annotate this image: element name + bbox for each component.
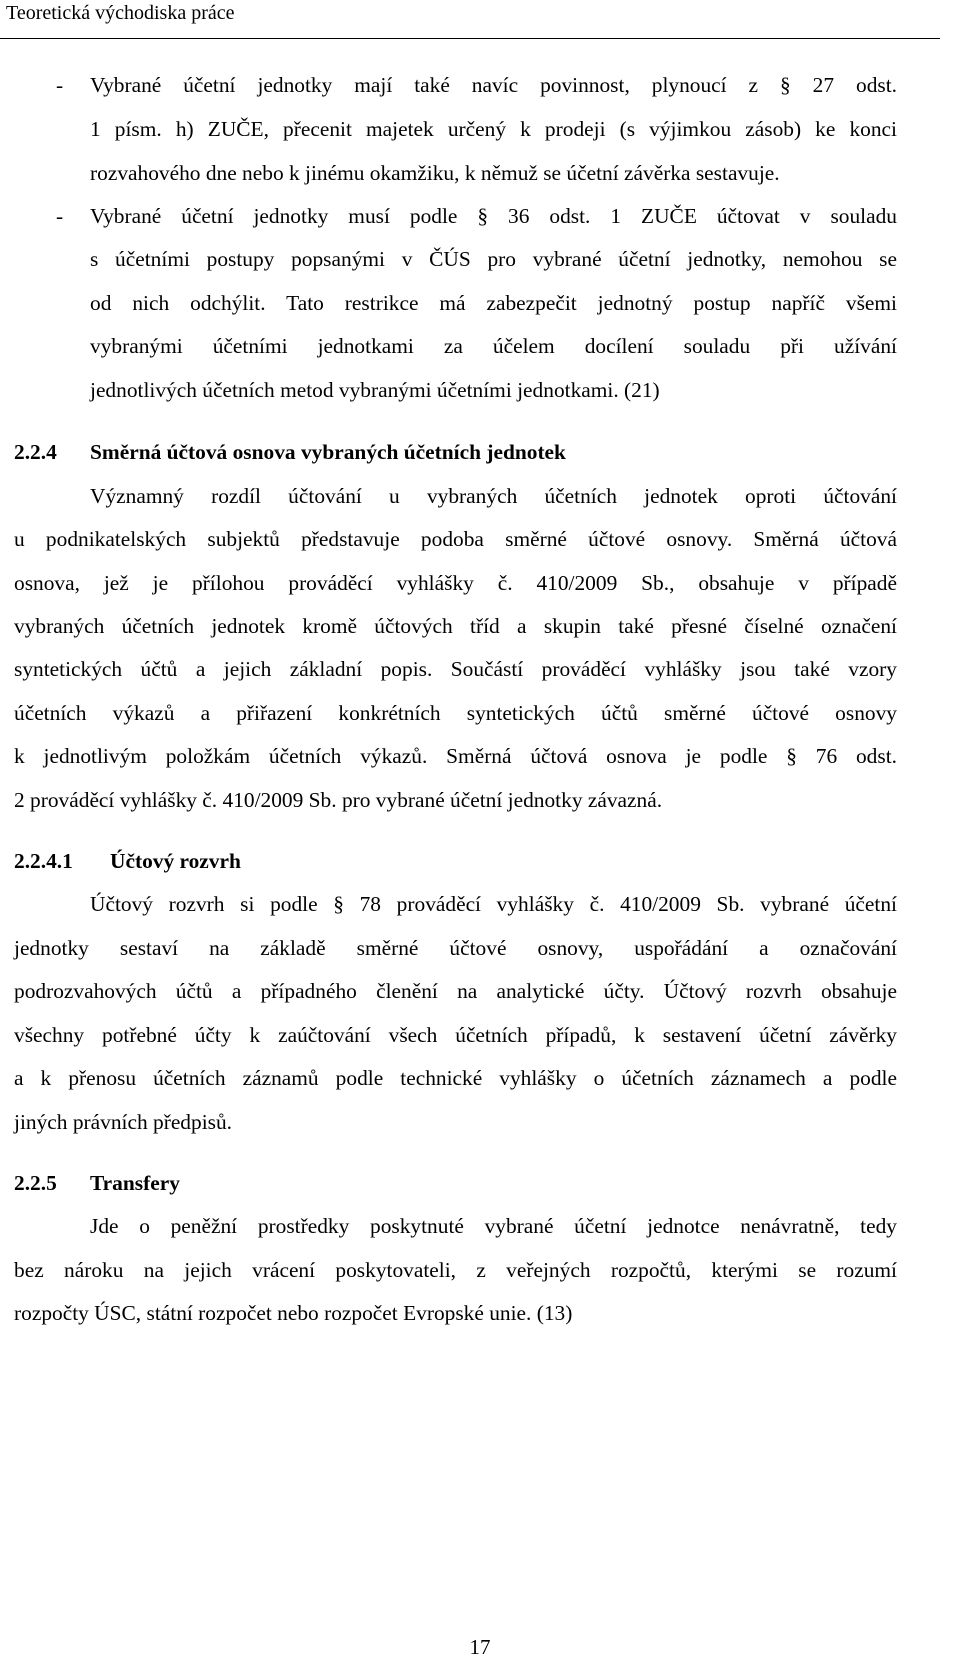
text-line: Vybrané účetní jednotky musí podle § 36 odst. 1 ZUČE účtovat v souladu — [90, 204, 897, 228]
paragraph-line-row — [0, 1292, 960, 1334]
text-line: Významný rozdíl účtování u vybraných účetních jednotek oproti účtování — [90, 484, 897, 508]
text-line: účetních výkazů a přiřazení konkrétních syntetických účtů směrné účtové osnovy — [14, 701, 897, 725]
paragraph-line-row — [0, 927, 960, 969]
text-line: k jednotlivým položkám účetních výkazů. Směrná účtová osnova je podle § 76 odst. — [14, 744, 897, 768]
paragraph-line-row — [0, 648, 960, 690]
text-line: jednotky sestaví na základě směrné účtové osnovy, uspořádání a označování — [14, 936, 897, 960]
paragraph-line-row — [0, 1205, 960, 1247]
text-line: osnova, jež je přílohou prováděcí vyhlášky č. 410/2009 Sb., obsahuje v případě — [14, 571, 897, 595]
text-line-row — [0, 238, 960, 280]
list-item — [0, 64, 960, 106]
text-line: vybraných účetních jednotek kromě účtových tříd a skupin také přesné číselné označení — [14, 614, 897, 638]
list-item — [0, 195, 960, 237]
paragraph-line-row — [0, 883, 960, 925]
text-line: rozvahového dne nebo k jinému okamžiku, k němuž se účetní závěrka sestavuje. — [90, 161, 780, 185]
list-marker: - — [56, 204, 64, 228]
section-number: 2.2.4.1 — [14, 849, 73, 873]
section-title: Směrná účtová osnova vybraných účetních jednotek — [90, 440, 566, 464]
paragraph-line-row — [0, 518, 960, 560]
text-line: syntetických účtů a jejich základní popis. Součástí prováděcí vyhlášky jsou také vzory — [14, 657, 897, 681]
paragraph-line-row — [0, 692, 960, 734]
text-line: podrozvahových účtů a případného členění na analytické účty. Účtový rozvrh obsahuje — [14, 979, 897, 1003]
running-header-title: Teoretická východiska práce — [6, 2, 235, 24]
page-number: 17 — [469, 1635, 491, 1659]
paragraph-line-row — [0, 605, 960, 647]
text-line: s účetními postupy popsanými v ČÚS pro vybrané účetní jednotky, nemohou se — [90, 247, 897, 271]
paragraph-line-row — [0, 735, 960, 777]
text-line: rozpočty ÚSC, státní rozpočet nebo rozpočet Evropské unie. (13) — [14, 1301, 573, 1325]
text-line: bez nároku na jejich vrácení poskytovateli, z veřejných rozpočtů, kterými se rozumí — [14, 1258, 897, 1282]
text-line: Jde o peněžní prostředky poskytnuté vybrané účetní jednotce nenávratně, tedy — [90, 1214, 897, 1238]
running-header — [0, 0, 940, 39]
text-line-row — [0, 282, 960, 324]
paragraph-line-row — [0, 1057, 960, 1099]
text-line: jiných právních předpisů. — [14, 1110, 233, 1134]
text-line: všechny potřebné účty k zaúčtování všech účetních případů, k sestavení účetní závěrky — [14, 1023, 897, 1047]
section-heading — [0, 431, 960, 473]
section-title: Účtový rozvrh — [110, 849, 241, 873]
paragraph-line-row — [0, 1249, 960, 1291]
paragraph-line-row — [0, 1101, 960, 1143]
text-line: Vybrané účetní jednotky mají také navíc povinnost, plynoucí z § 27 odst. — [90, 73, 897, 97]
section-number: 2.2.5 — [14, 1171, 57, 1195]
section-title: Transfery — [90, 1171, 180, 1195]
paragraph-line-row — [0, 1014, 960, 1056]
text-line-row — [0, 108, 960, 150]
paragraph-line-row — [0, 562, 960, 604]
text-line: Účtový rozvrh si podle § 78 prováděcí vyhlášky č. 410/2009 Sb. vybrané účetní — [90, 892, 897, 916]
subsection-heading — [0, 840, 960, 882]
section-heading — [0, 1162, 960, 1204]
text-line: jednotlivých účetních metod vybranými účetními jednotkami. (21) — [90, 378, 660, 402]
text-line-row — [0, 152, 960, 194]
list-marker: - — [56, 73, 64, 97]
text-line: u podnikatelských subjektů představuje podoba směrné účtové osnovy. Směrná účtová — [14, 527, 897, 551]
text-line-row — [0, 325, 960, 367]
text-line: a k přenosu účetních záznamů podle technické vyhlášky o účetních záznamech a podle — [14, 1066, 897, 1090]
text-line: od nich odchýlit. Tato restrikce má zabezpečit jednotný postup napříč všemi — [90, 291, 897, 315]
text-line-row — [0, 369, 960, 411]
paragraph-line-row — [0, 970, 960, 1012]
paragraph-line-row — [0, 475, 960, 517]
text-line: 2 prováděcí vyhlášky č. 410/2009 Sb. pro vybrané účetní jednotky závazná. — [14, 788, 663, 812]
section-number: 2.2.4 — [14, 440, 57, 464]
text-line: 1 písm. h) ZUČE, přecenit majetek určený k prodeji (s výjimkou zásob) ke konci — [90, 117, 897, 141]
text-line: vybranými účetními jednotkami za účelem docílení souladu při užívání — [90, 334, 897, 358]
paragraph-line-row — [0, 779, 960, 821]
